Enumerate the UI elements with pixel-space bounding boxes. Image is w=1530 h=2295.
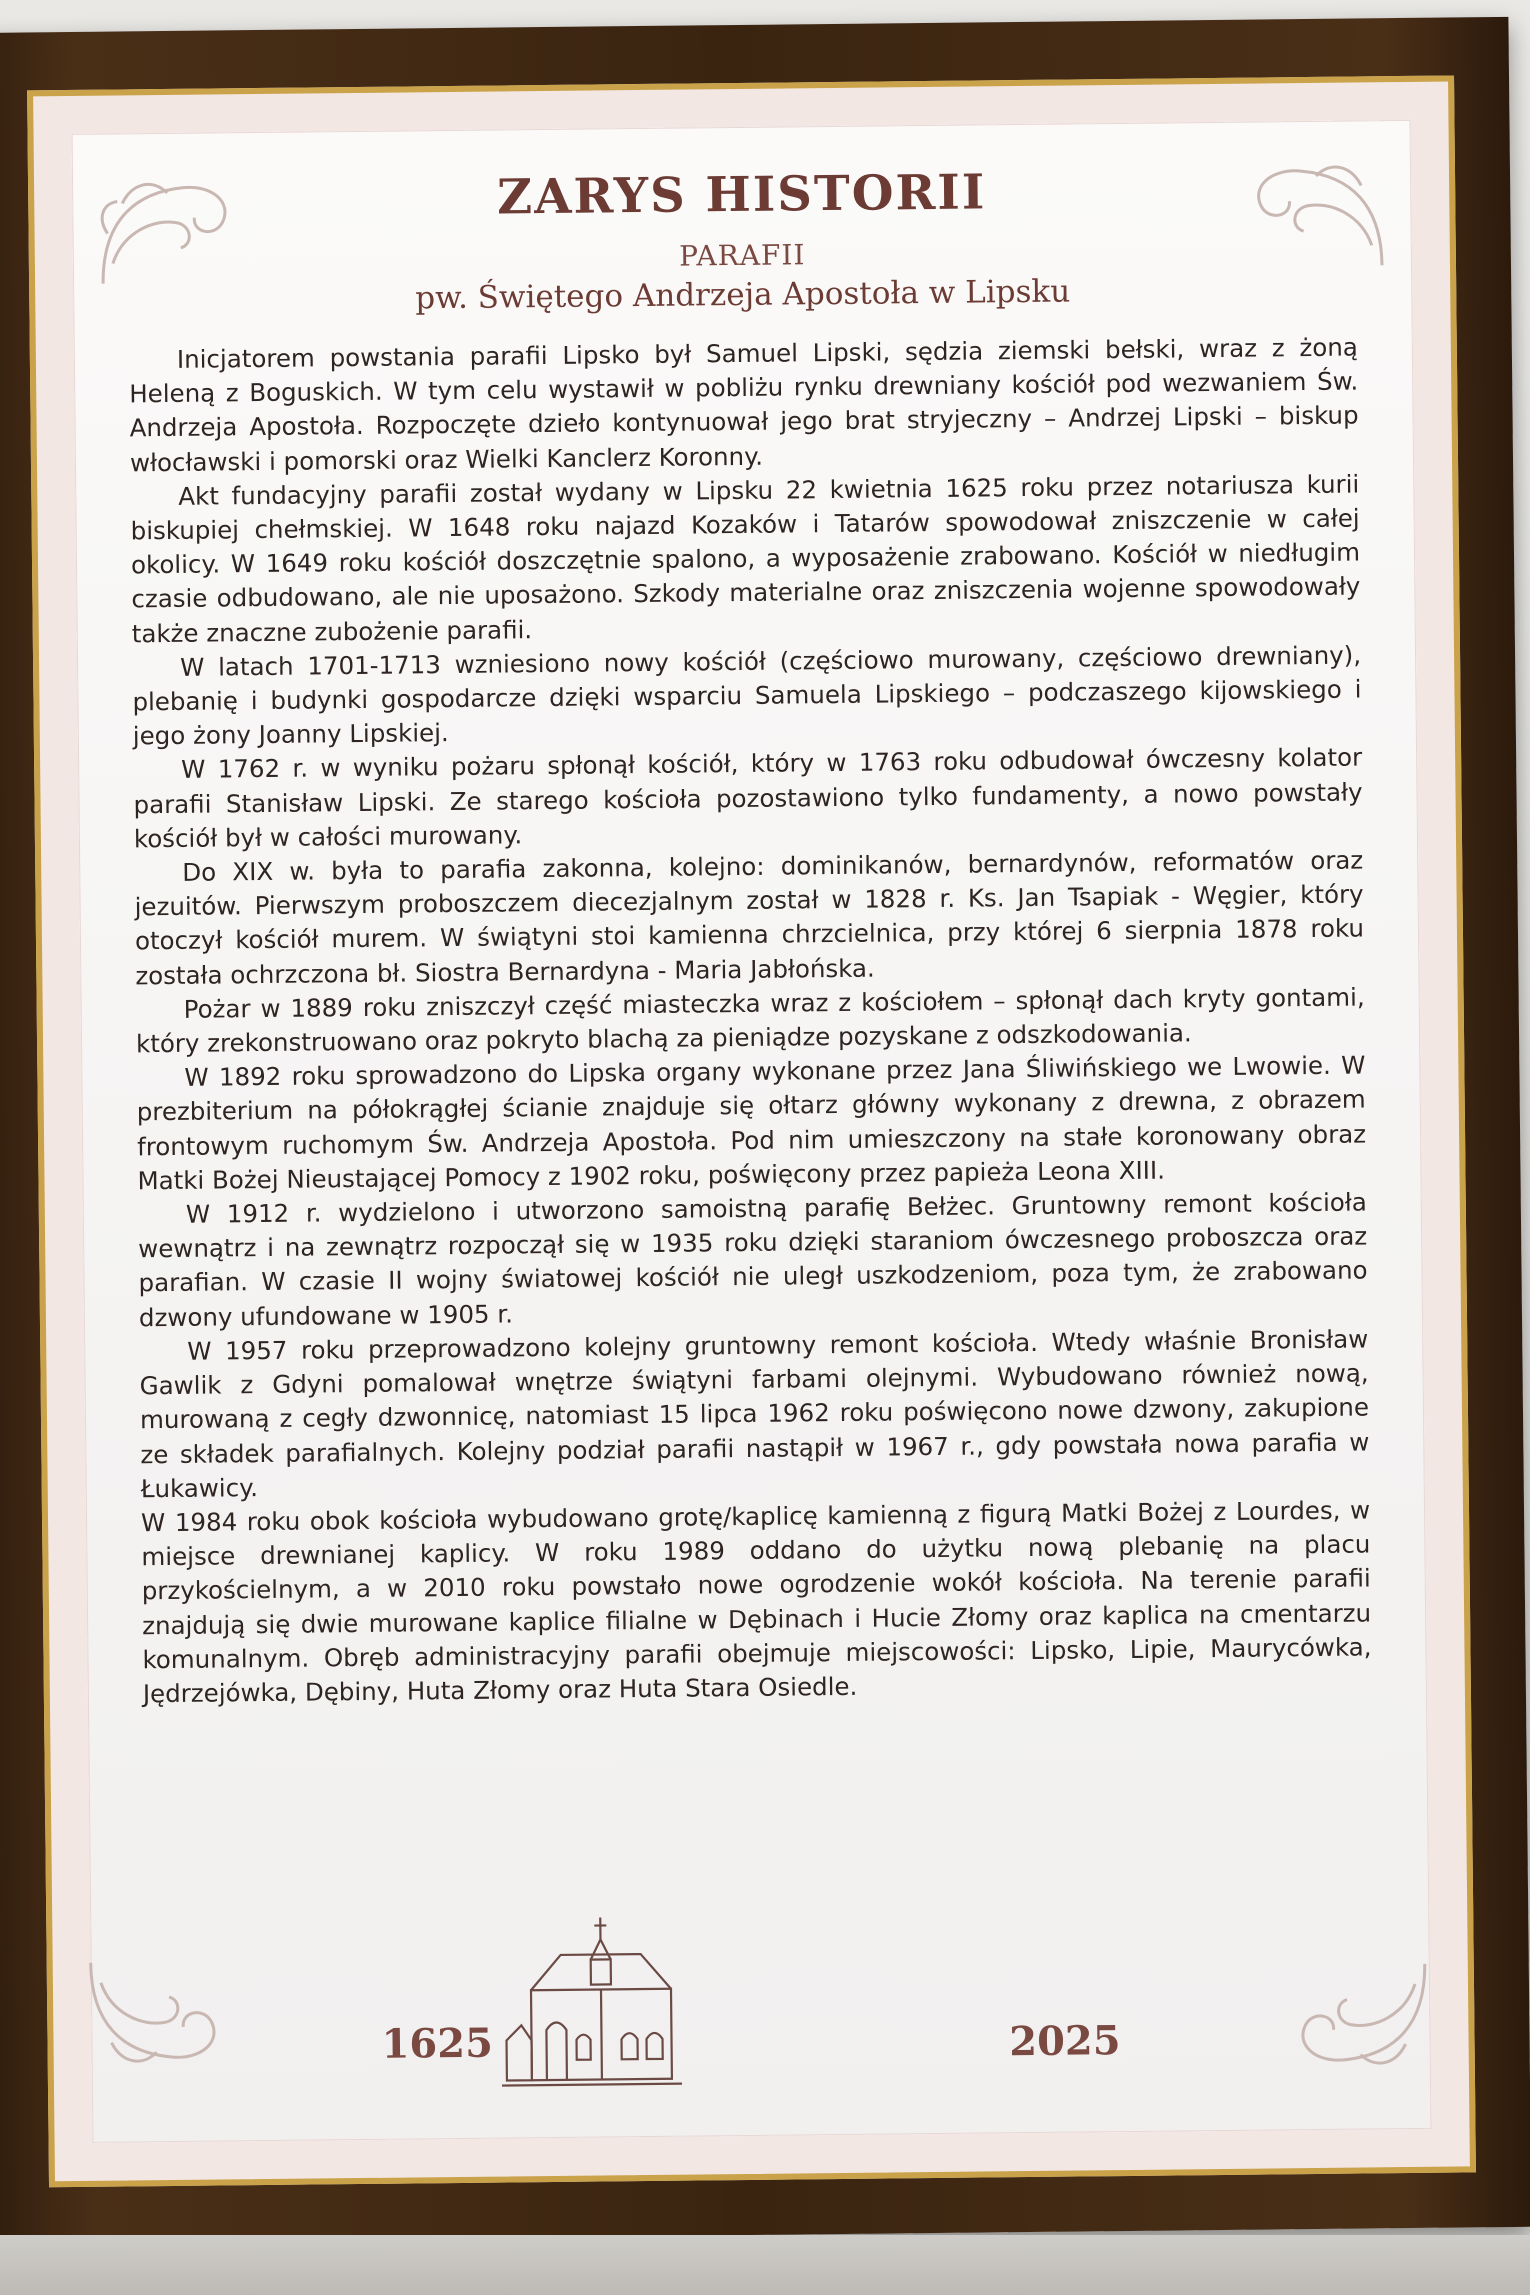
paragraph: Akt fundacyjny parafii został wydany w Lipsku 22 kwietnia 1625 roku przez notariusza kurii biskupiej chełmskiej. W 1648 roku najazd Kozaków i Tatarów spowodował zniszczenie w całej okolicy. W 1649 roku kościół doszczętnie spalono, a wyposażenie zrabowano. Kościół w niedługim czasie odbudowano, ale nie uposażono. Szkody materialne oraz zniszczenia wojenne spowodowały także znaczne zubożenie parafii. <box>130 469 1361 648</box>
ornament-bottom-left-icon <box>81 1951 232 2083</box>
year-end: 2025 <box>1008 2017 1121 2066</box>
paragraph: Pożar w 1889 roku zniszczył część miasteczka wraz z kościołem – spłonął dach kryty gontami, który zrekonstruowano oraz pokryto blachą za pieniądze pozyskane z odszkodowania. <box>135 982 1365 1059</box>
paragraph: W 1984 roku obok kościoła wybudowano grotę/kaplicę kamienną z figurą Matki Bożej z Lourdes, w miejsce drewnianej kaplicy. W roku 1989 oddano do użytku nową plebanię na placu przykościelnym, a w 2010 roku powstało nowe ogrodzenie wokół kościoła. Na terenie parafii znajdują się dwie murowane kaplice filialne w Dębinach i Hucie Złomy oraz kaplica na cmentarzu komunalnym. Obręb administracyjny parafii obejmuje miejscowości: Lipsko, Lipie, Maurycówka, Jędrzejówka, Dębiny, Huta Złomy oraz Huta Stara Osiedle. <box>140 1495 1372 1709</box>
poster-paper <box>72 120 1432 2143</box>
paragraph: Do XIX w. była to parafia zakonna, kolejno: dominikanów, bernardynów, reformatów oraz jezuitów. Pierwszym proboszczem diecezjalnym został w 1828 r. Ks. Jan Tsapiak - Węgier, który otoczył kościół murem. W świątyni stoi kamienna chrzcielnica, przy której 6 sierpnia 1878 roku została ochrzczona bł. Siostra Bernardyna - Maria Jabłońska. <box>134 845 1365 990</box>
paragraph: W 1762 r. w wyniku pożaru spłonął kościół, który w 1763 roku odbudował ówczesny kolator parafii Stanisław Lipski. Ze starego kościoła pozostawiono tylko fundamenty, a nowo powstały kościół był w całości murowany. <box>133 742 1363 854</box>
church-drawing-icon <box>490 1909 692 2091</box>
gilt-border <box>27 75 1476 2187</box>
year-start: 1625 <box>381 2019 494 2068</box>
paragraph: W 1957 roku przeprowadzono kolejny gruntowny remont kościoła. Wtedy właśnie Bronisław Gawlik z Gdyni pomalował wnętrze świątyni farbami olejnymi. Wybudowano również nową, murowaną z cegły dzwonnicę, natomiast 15 lipca 1962 roku poświęcono nowe dzwony, zakupione ze składek parafialnych. Kolejny podział parafii nastąpił w 1967 r., gdy powstała nowa parafia w Łukawicy. <box>139 1324 1370 1503</box>
paragraph: W 1892 roku sprowadzono do Lipska organy wykonane przez Jana Śliwińskiego we Lwowie. W prezbiterium na półokrągłej ścianie znajduje się ołtarz główny wykonany z drewna, z obrazem frontowym ruchomym Św. Andrzeja Apostoła. Pod nim umieszczony na stałe koronowany obraz Matki Bożej Nieustającej Pomocy z 1902 roku, poświęcony przez papieża Leona XIII. <box>136 1050 1367 1196</box>
picture-frame <box>0 17 1530 2243</box>
ornament-bottom-right-icon <box>1285 1954 1436 2086</box>
paragraph: W latach 1701-1713 wzniesiono nowy kościół (częściowo murowany, częściowo drewniany), plebanię i budynki gospodarcze dzięki wsparciu Samuela Lipskiego – podczaszego kijowskiego i jego żony Joanny Lipskiej. <box>132 640 1362 751</box>
wall-floor <box>0 2235 1530 2295</box>
poster-subtitle-parish: PARAFII <box>679 238 806 273</box>
paragraph: Inicjatorem powstania parafii Lipsko był Samuel Lipski, sędzia ziemski bełski, wraz z żoną Heleną z Boguskich. W tym celu wystawił w pobliżu rynku drewniany kościół pod wezwaniem Św. Andrzeja Apostoła. Rozpoczęte dzieło kontynuował jego brat stryjeczny – Andrzej Lipski – biskup włocławski i pomorski oraz Wielki Kanclerz Koronny. <box>129 332 1359 477</box>
poster-subtitle-dedication: pw. Świętego Andrzeja Apostoła w Lipsku <box>415 273 1071 317</box>
paragraph: W 1912 r. wydzielono i utworzono samoistną parafię Bełżec. Gruntowny remont kościoła wewnątrz i na zewnątrz rozpoczął się w 1935 roku dzięki staraniom ówczesnego proboszcza oraz parafian. W czasie II wojny światowej kościół nie uległ uszkodzeniom, poza tym, że zrabowano dzwony ufundowane w 1905 r. <box>138 1187 1368 1332</box>
poster-title: ZARYS HISTORII <box>496 164 987 226</box>
history-text <box>129 330 1372 1711</box>
